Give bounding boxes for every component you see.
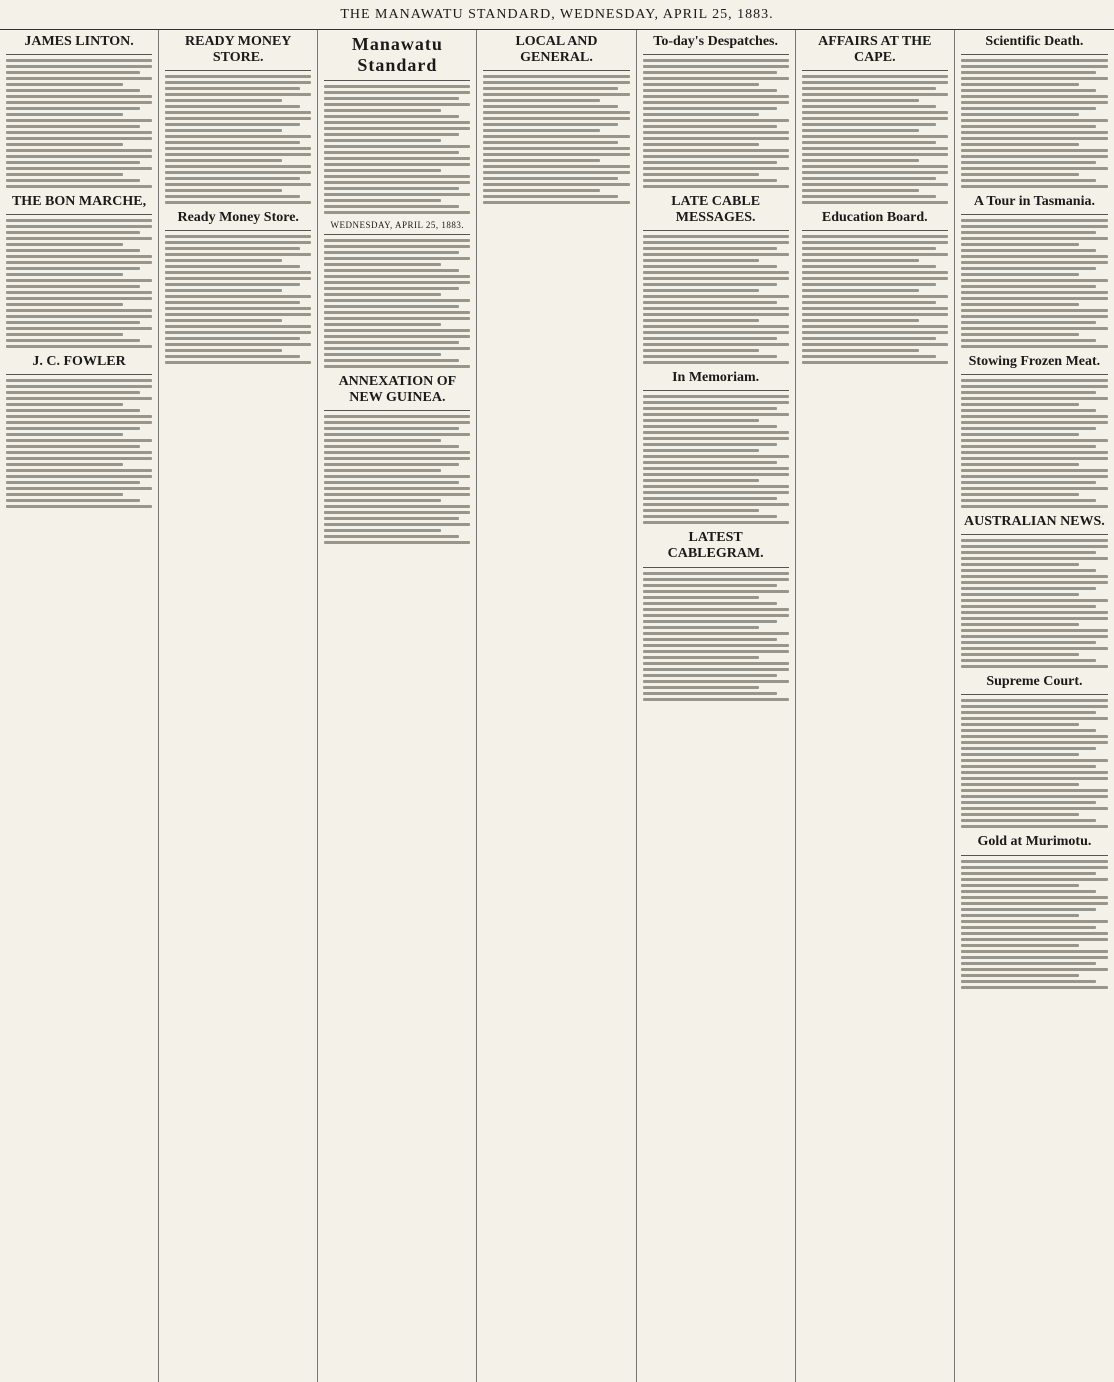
column-2 <box>159 30 318 1382</box>
illegible-body-copy <box>961 860 1108 989</box>
divider <box>961 855 1108 856</box>
article <box>961 514 1108 668</box>
divider <box>483 70 629 71</box>
column-4 <box>477 30 636 1382</box>
article <box>483 34 629 204</box>
divider <box>961 214 1108 215</box>
headline: In Memoriam. <box>672 370 760 386</box>
column-5 <box>637 30 796 1382</box>
column-6 <box>796 30 955 1382</box>
illegible-body-copy <box>961 59 1108 188</box>
article <box>643 34 789 188</box>
article <box>324 220 470 368</box>
headline: J. C. FOWLER <box>32 354 126 370</box>
illegible-body-copy <box>961 699 1108 828</box>
illegible-body-copy <box>643 59 789 188</box>
headline: A Tour in Tasmania. <box>973 194 1095 210</box>
article <box>802 34 948 204</box>
illegible-body-copy <box>6 59 152 188</box>
article <box>961 674 1108 828</box>
headline: ANNEXATION OF NEW GUINEA. <box>338 374 457 406</box>
divider <box>802 70 948 71</box>
article <box>324 34 470 214</box>
divider <box>961 694 1108 695</box>
illegible-body-copy <box>643 572 789 701</box>
column-7 <box>955 30 1114 1382</box>
headline: Supreme Court. <box>986 674 1083 690</box>
article <box>643 370 789 524</box>
article <box>165 210 311 364</box>
masthead: THE MANAWATU STANDARD, WEDNESDAY, APRIL 25, 1883. <box>0 0 1114 30</box>
illegible-body-copy <box>6 379 152 508</box>
headline: READY MONEY STORE. <box>185 34 292 66</box>
divider <box>6 54 152 55</box>
illegible-body-copy <box>324 85 470 214</box>
article <box>961 34 1108 188</box>
divider <box>6 214 152 215</box>
newspaper-page <box>0 30 1114 1382</box>
illegible-body-copy <box>802 75 948 204</box>
article <box>643 194 789 364</box>
divider <box>324 234 470 235</box>
divider <box>961 534 1108 535</box>
headline: LATE CABLE MESSAGES. <box>671 194 761 226</box>
illegible-body-copy <box>324 239 470 368</box>
divider <box>802 230 948 231</box>
headline: AUSTRALIAN NEWS. <box>964 514 1105 530</box>
illegible-body-copy <box>961 219 1108 348</box>
illegible-body-copy <box>6 219 152 348</box>
article <box>165 34 311 204</box>
article <box>802 210 948 364</box>
divider <box>6 374 152 375</box>
headline: LOCAL AND GENERAL. <box>515 34 598 66</box>
headline: THE BON MARCHE, <box>11 194 147 210</box>
headline: AFFAIRS AT THE CAPE. <box>818 34 932 66</box>
article <box>643 530 789 700</box>
illegible-body-copy <box>643 235 789 364</box>
illegible-body-copy <box>802 235 948 364</box>
divider <box>324 80 470 81</box>
illegible-body-copy <box>643 395 789 524</box>
article <box>961 834 1108 988</box>
headline: Scientific Death. <box>985 34 1084 49</box>
article <box>6 354 152 508</box>
article <box>324 374 470 544</box>
headline: Ready Money Store. <box>177 210 299 226</box>
headline: Gold at Murimotu. <box>977 834 1092 850</box>
divider <box>643 390 789 391</box>
headline: LATEST CABLEGRAM. <box>667 530 764 562</box>
article <box>961 194 1108 348</box>
column-1 <box>0 30 159 1382</box>
headline: Education Board. <box>821 210 928 226</box>
headline: JAMES LINTON. <box>24 34 134 49</box>
divider <box>643 54 789 55</box>
divider <box>324 410 470 411</box>
headline: Stowing Frozen Meat. <box>968 354 1101 370</box>
paper-title: Manawatu Standard <box>351 34 443 75</box>
illegible-body-copy <box>483 75 629 204</box>
dateline: WEDNESDAY, APRIL 25, 1883. <box>330 220 465 230</box>
article <box>961 354 1108 508</box>
divider <box>961 54 1108 55</box>
article <box>6 194 152 348</box>
divider <box>165 70 311 71</box>
divider <box>643 230 789 231</box>
divider <box>643 567 789 568</box>
divider <box>165 230 311 231</box>
article <box>6 34 152 188</box>
column-3 <box>318 30 477 1382</box>
illegible-body-copy <box>165 75 311 204</box>
divider <box>961 374 1108 375</box>
headline: To-day's Despatches. <box>653 34 778 49</box>
illegible-body-copy <box>165 235 311 364</box>
illegible-body-copy <box>324 415 470 544</box>
illegible-body-copy <box>961 539 1108 668</box>
illegible-body-copy <box>961 379 1108 508</box>
